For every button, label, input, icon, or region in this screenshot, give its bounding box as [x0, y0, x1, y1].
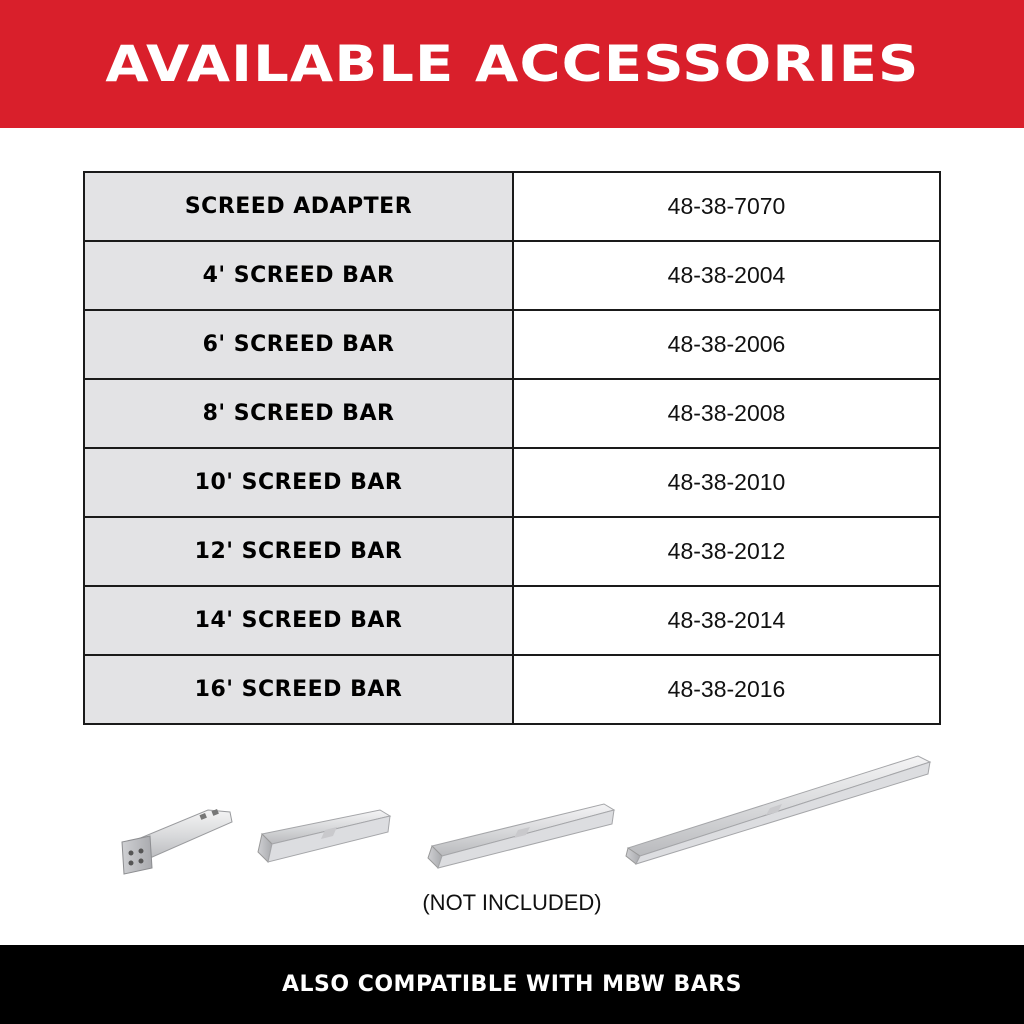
part-number: 48-38-2010	[513, 448, 940, 517]
part-number: 48-38-2008	[513, 379, 940, 448]
header-banner	[0, 0, 1024, 128]
part-number: 48-38-2006	[513, 310, 940, 379]
table-row	[84, 172, 940, 241]
screed-adapter-image	[122, 809, 232, 874]
table-row	[84, 655, 940, 724]
not-included-note: (NOT INCLUDED)	[422, 890, 602, 915]
table-row	[84, 241, 940, 310]
part-number: 48-38-7070	[513, 172, 940, 241]
product-images	[0, 740, 1024, 890]
table-row	[84, 379, 940, 448]
accessory-name: 6' SCREED BAR	[84, 310, 513, 379]
medium-screed-bar-image	[428, 804, 614, 868]
accessories-table	[83, 171, 941, 725]
accessory-name: 10' SCREED BAR	[84, 448, 513, 517]
table-row	[84, 310, 940, 379]
part-number: 48-38-2004	[513, 241, 940, 310]
table-row	[84, 586, 940, 655]
table-row	[84, 517, 940, 586]
table-row	[84, 448, 940, 517]
footer-banner	[0, 945, 1024, 1024]
accessory-name: 12' SCREED BAR	[84, 517, 513, 586]
accessory-name: 4' SCREED BAR	[84, 241, 513, 310]
accessory-name: 16' SCREED BAR	[84, 655, 513, 724]
compatibility-text: ALSO COMPATIBLE WITH MBW BARS	[281, 972, 743, 997]
part-number: 48-38-2012	[513, 517, 940, 586]
part-number: 48-38-2016	[513, 655, 940, 724]
accessory-name: 8' SCREED BAR	[84, 379, 513, 448]
short-screed-bar-image	[258, 810, 390, 862]
long-screed-bar-image	[626, 756, 930, 864]
accessory-name: 14' SCREED BAR	[84, 586, 513, 655]
accessory-name: SCREED ADAPTER	[84, 172, 513, 241]
part-number: 48-38-2014	[513, 586, 940, 655]
page-title: AVAILABLE ACCESSORIES	[104, 35, 919, 93]
